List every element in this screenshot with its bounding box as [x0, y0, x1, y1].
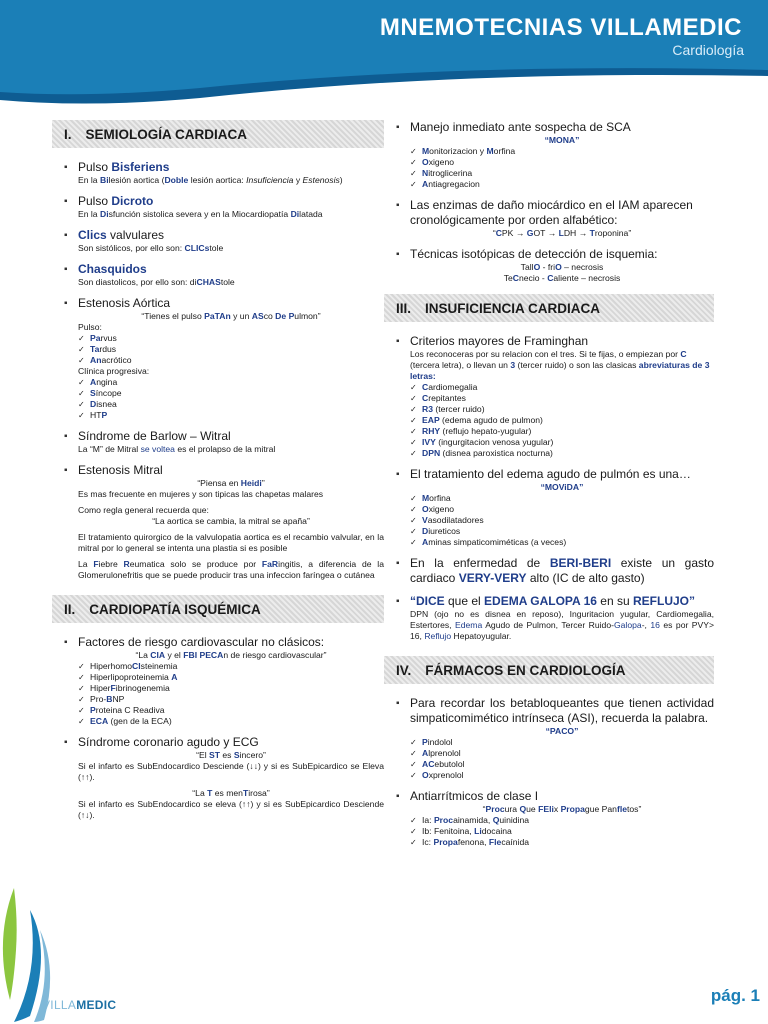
list-item: ✓ Ic: Propafenona, Flecaínida: [410, 837, 714, 848]
list-item: ✓ IVY (ingurgitacion venosa yugular): [410, 437, 714, 448]
list-item: ✓ Parvus: [78, 333, 384, 344]
section-title: INSUFICIENCIA CARDIACA: [425, 300, 601, 316]
item-antiarritmicos: ▪ Antiarrítmicos de clase I “Procura Que FElix Propague Panfletos” ✓ Ia: Procainamida, Quinidina ✓ Ib: Fenitoina, Lidocaina ✓ Ic: Propafenona, Flecaínida: [384, 789, 714, 848]
item-manejo-sca: ▪ Manejo inmediato ante sospecha de SCA “MONA” ✓ Monitorizacion y Morfina ✓ Oxigeno ✓ Nitroglicerina ✓ Antiagregacion: [384, 120, 714, 190]
item-framinghan: ▪ Criterios mayores de Framinghan Los reconoceras por su relacion con el tres. Si te fijas, o empiezan por C (tercera letra), o llevan un 3 (tercer ruido) o son las clasicas abreviaturas de 3 letras: ✓ Cardiomegalia ✓ Crepitantes ✓ R3 (tercer ruido) ✓ EAP (edema agudo de pulmon) ✓ RHY (reflujo hepato-yugular) ✓ IVY (ingurgitacion venosa yugular) ✓ DPN (disnea paroxistica nocturna): [384, 334, 714, 459]
item-description: Son diastolicos, por ello son: diCHAStole: [78, 277, 235, 287]
list-item: ✓ Disnea: [78, 399, 384, 410]
mnemonic: “Procura Que FElix Propague Panfletos”: [482, 804, 642, 814]
list-item: ✓ Crepitantes: [410, 393, 714, 404]
list-item: ✓ Alprenolol: [410, 748, 714, 759]
list-item: ✓ Anacrótico: [78, 355, 384, 366]
list-item: ✓ Diureticos: [410, 526, 714, 537]
section-title: CARDIOPATÍA ISQUÉMICA: [89, 601, 261, 617]
mnemonic: “Tienes el pulso PaTAn y un ASco De Pulmon”: [141, 311, 321, 321]
section-heading-semiologia: [52, 120, 384, 148]
list-item: ✓ Oxigeno: [410, 504, 714, 515]
section-number: I.: [64, 126, 72, 142]
item-factores-riesgo: ▪ Factores de riesgo cardiovascular no clásicos: “La CIA y el FBI PECAn de riesgo cardiovascular” ✓ HiperhomoCIsteinemia ✓ Hiperlipoproteinemia A ✓ HiperFibrinogenemia ✓ Pro-BNP ✓ Proteina C Readiva ✓ ECA (gen de la ECA): [52, 635, 384, 727]
header-title: MNEMOTECNIAS VILLAMEDIC: [379, 14, 742, 41]
mnemonic: “El ST es Sincero”: [196, 750, 266, 760]
item-edema-agudo: ▪ El tratamiento del edema agudo de pulmón es una… “MOViDA” ✓ Morfina ✓ Oxigeno ✓ Vasodilatadores ✓ Diureticos ✓ Aminas simpaticomiméticas (a veces): [384, 467, 714, 548]
list-item: ✓ Pro-BNP: [78, 694, 384, 705]
item-clics: ▪ Clics valvulares Son sistólicos, por ello son: CLICstole: [52, 228, 384, 254]
list-item: ✓ R3 (tercer ruido): [410, 404, 714, 415]
item-description: En la Disfunción sistolica severa y en la Miocardiopatía Dilatada: [78, 209, 323, 219]
section-title: SEMIOLOGÍA CARDIACA: [85, 126, 248, 142]
list-item: ✓ Monitorizacion y Morfina: [410, 146, 714, 157]
mnemonic: “Piensa en Heidi”: [197, 478, 265, 488]
item-description: En la Bilesión aortica (Doble lesión aortica: Insuficiencia y Estenosis): [78, 175, 343, 185]
mnemonic: “La CIA y el FBI PECAn de riesgo cardiovascular”: [135, 650, 327, 660]
list-item: ✓ Tardus: [78, 344, 384, 355]
list-item: ✓ Vasodilatadores: [410, 515, 714, 526]
section-heading-cardiopatia: [52, 595, 384, 623]
section-heading-insuficiencia: [384, 294, 714, 322]
list-item: ✓ Oxprenolol: [410, 770, 714, 781]
list-item: ✓ RHY (reflujo hepato-yugular): [410, 426, 714, 437]
header-subtitle: Cardiología: [672, 42, 744, 58]
item-estenosis-aortica: ▪ Estenosis Aórtica “Tienes el pulso PaTAn y un ASco De Pulmon” Pulso: ✓ Parvus ✓ Tardus ✓ Anacrótico Clínica progresiva: ✓ Angina ✓ Síncope ✓ Disnea ✓ HTP: [52, 296, 384, 421]
list-item: ✓ Antiagregacion: [410, 179, 714, 190]
item-barlow: ▪ Síndrome de Barlow – Witral La “M” de Mitral se voltea es el prolapso de la mitral: [52, 429, 384, 455]
section-number: III.: [396, 300, 412, 316]
item-description: Son sistólicos, por ello son: CLICstole: [78, 243, 224, 253]
item-pulso-dicroto: ▪ Pulso Dicroto En la Disfunción sistolica severa y en la Miocardiopatía Dilatada: [52, 194, 384, 220]
item-tecnicas-isotopicas: ▪ Técnicas isotópicas de detección de isquemia: TallO - friO – necrosis TeCnecio - Caliente – necrosis: [384, 247, 714, 284]
list-item: ✓ Oxigeno: [410, 157, 714, 168]
list-item: ✓ EAP (edema agudo de pulmon): [410, 415, 714, 426]
item-pulso-bisferiens: ▪ Pulso Bisferiens En la Bilesión aortica (Doble lesión aortica: Insuficiencia y Estenosis): [52, 160, 384, 186]
mnemonic: “MOViDA”: [540, 482, 584, 492]
item-chasquidos: ▪ Chasquidos Son diastolicos, por ello son: diCHAStole: [52, 262, 384, 288]
item-sindrome-coronario: ▪ Síndrome coronario agudo y ECG “El ST es Sincero” Si el infarto es SubEndocardico Desciende (↓↓) y si es SubEpicardico se Eleva (↑↑). “La T es menTirosa” Si el infarto es SubEndocardico se eleva (↑↑) y si es SubEpicardico Desciende (↑↓).: [52, 735, 384, 821]
right-column: [384, 120, 714, 856]
section-title: FÁRMACOS EN CARDIOLOGÍA: [425, 662, 626, 678]
section-number: IV.: [396, 662, 412, 678]
list-item: ✓ HTP: [78, 410, 384, 421]
left-column: [52, 120, 384, 829]
list-item: ✓ Hiperlipoproteinemia A: [78, 672, 384, 683]
item-description: La “M” de Mitral se voltea es el prolapso de la mitral: [78, 444, 276, 454]
list-item: ✓ Nitroglicerina: [410, 168, 714, 179]
item-beri-beri: ▪ En la enfermedad de BERI-BERI existe un gasto cardiaco VERY-VERY alto (IC de alto gasto): [384, 556, 714, 586]
item-betabloqueantes: ▪ Para recordar los betabloqueantes que tienen actividad simpaticomimético intrínseca (ASI), recuerda la palabra. “PACO” ✓ Pindolol ✓ Alprenolol ✓ ACebutolol ✓ Oxprenolol: [384, 696, 714, 781]
page-number: pág. 1: [710, 986, 760, 1005]
list-item: ✓ Pindolol: [410, 737, 714, 748]
list-item: ✓ ECA (gen de la ECA): [78, 716, 384, 727]
mnemonic: “CPK → GOT → LDH → Troponina”: [492, 228, 632, 238]
section-number: II.: [64, 601, 76, 617]
list-item: ✓ HiperFibrinogenemia: [78, 683, 384, 694]
item-enzimas: ▪ Las enzimas de daño miocárdico en el IAM aparecen cronológicamente por orden alfabético: “CPK → GOT → LDH → Troponina”: [384, 198, 714, 239]
mnemonic: “La T es menTirosa”: [192, 788, 270, 798]
item-estenosis-mitral: ▪ Estenosis Mitral “Piensa en Heidi” Es mas frecuente en mujeres y son tipicas las chapetas malares Como regla general recuerda que: “La aortica se cambia, la mitral se apaña” El tratamiento quirorgico de la valvulopatia aortica es el recambio valvular, en la mitral por lo general se intenta una plastia si es posible La Fiebre Reumatica solo se produce por FaRingitis, a diferencia de la Glomerulonefritis que se puede producir tras una infeccion faríngea o cutánea: [52, 463, 384, 581]
list-item: ✓ Morfina: [410, 493, 714, 504]
list-item: ✓ ACebutolol: [410, 759, 714, 770]
mnemonic: “PACO”: [545, 726, 579, 736]
list-item: ✓ Angina: [78, 377, 384, 388]
item-dice-edema: ▪ “DICE que el EDEMA GALOPA 16 en su REFLUJO” DPN (ojo no es disnea en reposo), Inguritacion yugular, Cardiomegalia, Estertores, Edema Agudo de Pulmon, Tercer Ruido-Galopa-, 16 es por PVY> 16, Reflujo Hepatoyugular.: [384, 594, 714, 642]
list-item: ✓ HiperhomoCIsteinemia: [78, 661, 384, 672]
list-item: ✓ Proteina C Readiva: [78, 705, 384, 716]
logo-wordmark: VILLAMEDIC: [42, 998, 117, 1012]
list-item: ✓ Aminas simpaticomiméticas (a veces): [410, 537, 714, 548]
section-heading-farmacos: [384, 656, 714, 684]
list-item: ✓ DPN (disnea paroxistica nocturna): [410, 448, 714, 459]
list-item: ✓ Síncope: [78, 388, 384, 399]
list-item: ✓ Ib: Fenitoina, Lidocaina: [410, 826, 714, 837]
list-item: ✓ Cardiomegalia: [410, 382, 714, 393]
mnemonic: “MONA”: [544, 135, 580, 145]
page-header: [0, 0, 768, 108]
list-item: ✓ Ia: Procainamida, Quinidina: [410, 815, 714, 826]
